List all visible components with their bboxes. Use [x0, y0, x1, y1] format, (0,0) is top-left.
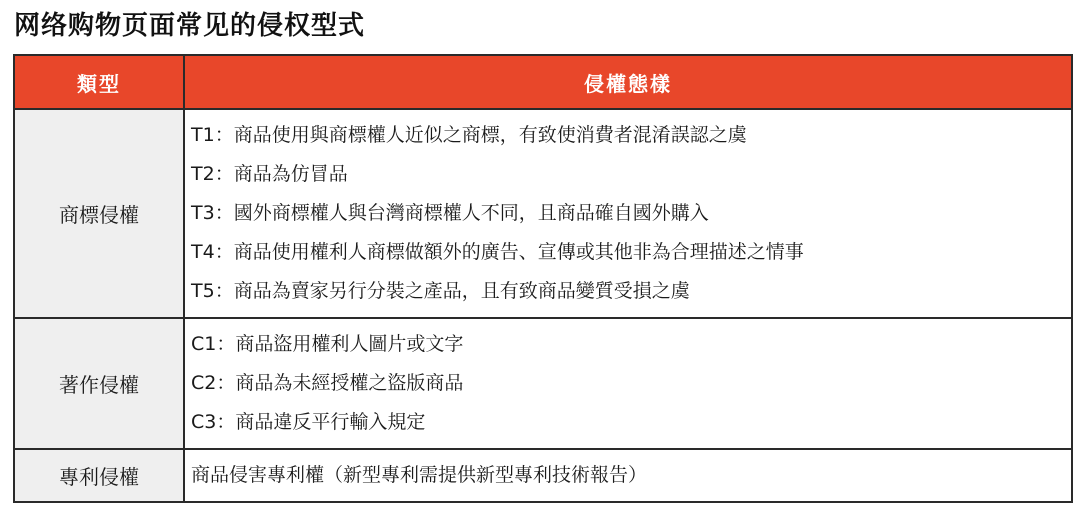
list-item: T1：商品使用與商標權人近似之商標，有致使消費者混淆誤認之虞	[191, 124, 747, 146]
header-type: 類型	[14, 55, 184, 109]
table-row-patent	[14, 449, 1072, 502]
type-cell-copyright: 著作侵權	[14, 318, 184, 449]
desc-cell-patent	[184, 449, 1072, 502]
infringement-table	[13, 54, 1073, 503]
list-item: C1：商品盜用權利人圖片或文字	[191, 333, 464, 355]
desc-cell-trademark	[184, 109, 1072, 318]
table-row-copyright	[14, 318, 1072, 449]
header-form: 侵權態樣	[184, 55, 1072, 109]
table-row-trademark	[14, 109, 1072, 318]
list-item: C2：商品為未經授權之盜版商品	[191, 372, 464, 394]
type-cell-trademark: 商標侵權	[14, 109, 184, 318]
type-cell-patent: 專利侵權	[14, 449, 184, 502]
list-item: T5：商品為賣家另行分裝之產品，且有致商品變質受損之虞	[191, 280, 690, 302]
list-item: T4：商品使用權利人商標做額外的廣告、宣傳或其他非為合理描述之情事	[191, 241, 804, 263]
page-title: 网络购物页面常见的侵权型式	[14, 11, 366, 41]
table-header-row	[14, 55, 1072, 109]
list-item: T2：商品為仿冒品	[191, 163, 348, 185]
list-item: 商品侵害專利權（新型專利需提供新型專利技術報告）	[191, 464, 648, 486]
list-item: C3：商品違反平行輸入規定	[191, 411, 426, 433]
desc-cell-copyright	[184, 318, 1072, 449]
list-item: T3：國外商標權人與台灣商標權人不同，且商品確自國外購入	[191, 202, 709, 224]
